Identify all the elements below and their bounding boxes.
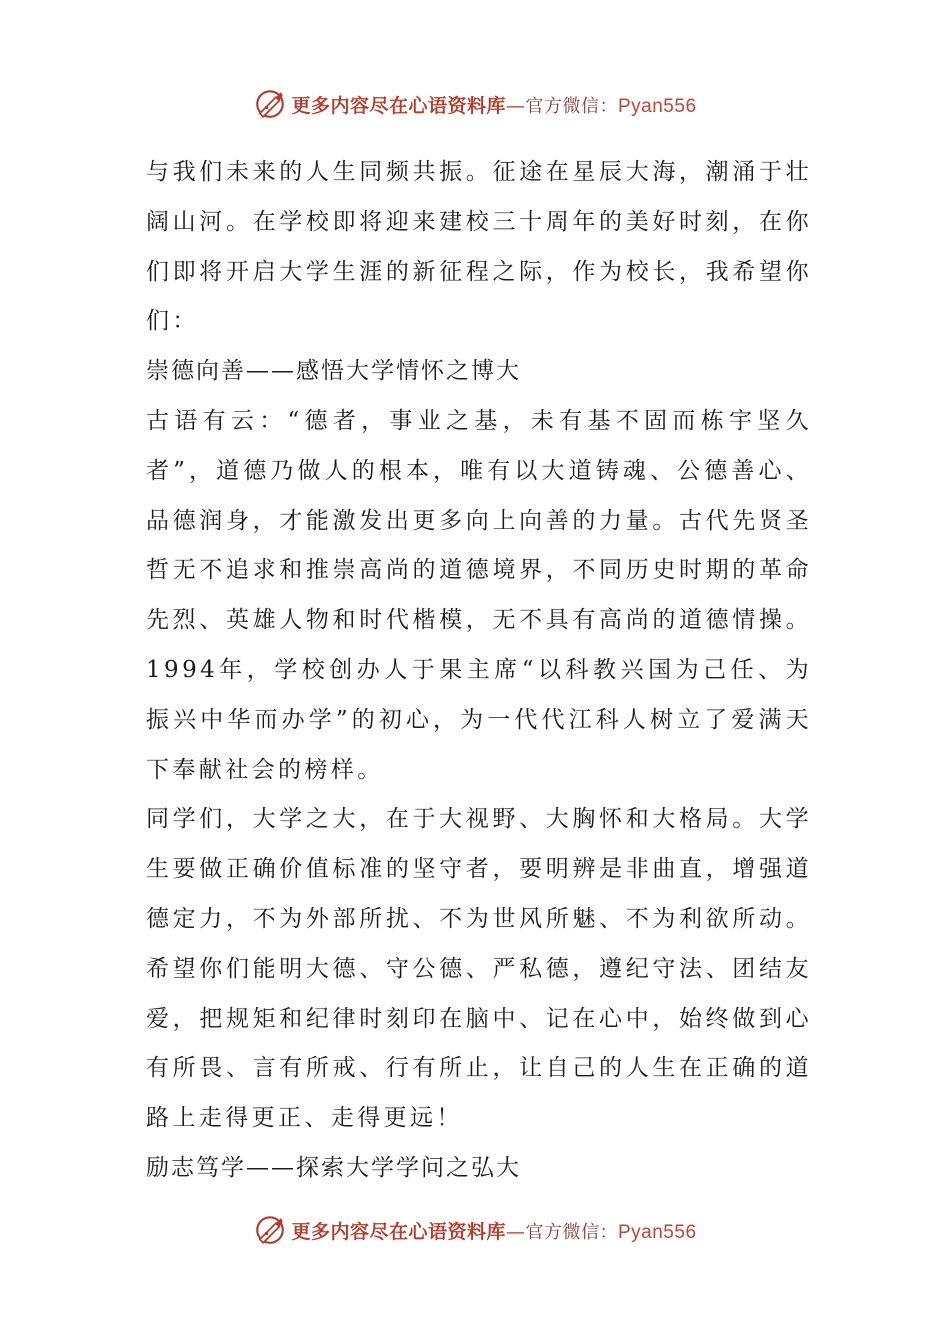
banner-main-text: 更多内容尽在心语资料库 — [291, 1220, 506, 1243]
section-heading-study: 励志笃学——探索大学学问之弘大 — [146, 1154, 521, 1181]
header-banner-text — [291, 91, 696, 118]
pen-nib-circle-logo-icon — [253, 87, 287, 121]
section-heading-virtue: 崇德向善——感悟大学情怀之博大 — [146, 358, 521, 385]
header-banner — [0, 84, 950, 124]
paragraph-students: 同学们，大学之大，在于大视野、大胸怀和大格局。大学生要做正确价值标准的坚守者，要明辨是非曲直，增强道德定力，不为外部所扰、不为世风所魅、不为利欲所动。希望你们能明大德、守公德、严私德，遵纪守法、团结友爱，把规矩和纪律时刻印在脑中、记在心中，始终做到心有所畏、言有所戒、行有所止，让自己的人生在正确的道路上走得更正、走得更远！ — [146, 806, 812, 1132]
banner-wechat-id: Pyan556 — [618, 95, 697, 117]
banner-dash: — — [506, 94, 526, 117]
paragraph-intro: 与我们未来的人生同频共振。征途在星辰大海，潮涌于壮阔山河。在学校即将迎来建校三十周年的美好时刻，在你们即将开启大学生涯的新征程之际，作为校长，我希望你们： — [146, 159, 812, 335]
banner-sub-text: 官方微信： — [525, 1221, 618, 1243]
banner-main-text: 更多内容尽在心语资料库 — [291, 94, 506, 117]
document-body — [146, 148, 812, 1194]
banner-dash: — — [506, 1220, 526, 1243]
footer-banner — [0, 1210, 950, 1250]
footer-banner-text — [291, 1217, 696, 1244]
paragraph-virtue: 古语有云：“德者，事业之基，未有基不固而栋宇坚久者”，道德乃做人的根本，唯有以大道铸魂、公德善心、品德润身，才能激发出更多向上向善的力量。古代先贤圣哲无不追求和推崇高尚的道德境界，不同历史时期的革命先烈、英雄人物和时代楷模，无不具有高尚的道德情操。1994年，学校创办人于果主席“以科教兴国为己任、为振兴中华而办学”的初心，为一代代江科人树立了爱满天下奉献社会的榜样。 — [146, 407, 812, 783]
banner-wechat-id: Pyan556 — [618, 1221, 697, 1243]
banner-sub-text: 官方微信： — [525, 95, 618, 117]
pen-nib-circle-logo-icon — [253, 1213, 287, 1247]
